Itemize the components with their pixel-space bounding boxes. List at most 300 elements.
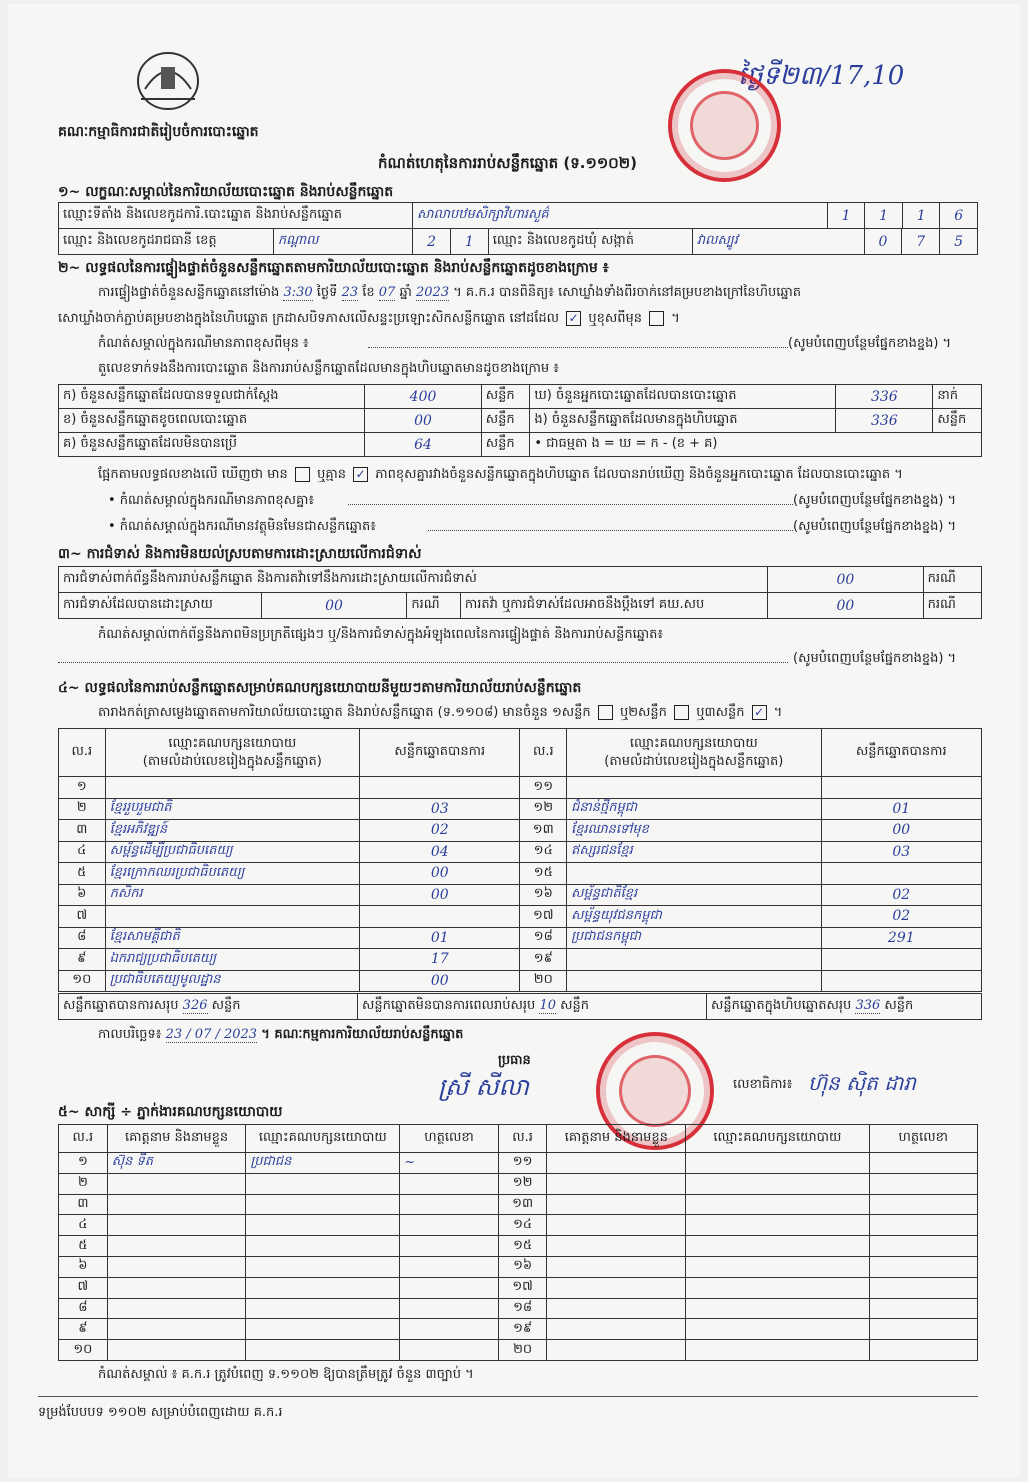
unit: សន្លឹក bbox=[481, 409, 530, 433]
total-valid bbox=[59, 994, 358, 1020]
date-line bbox=[98, 1026, 463, 1045]
row-number: ១២ bbox=[520, 798, 567, 820]
committee-label: ។ គណៈកម្មការការិយាល័យរាប់សន្លឹកឆ្នោត bbox=[261, 1027, 464, 1042]
table-row bbox=[59, 884, 982, 906]
witness-signature bbox=[869, 1153, 977, 1174]
location-digit: 6 bbox=[940, 203, 978, 229]
col-sign: ហត្ថលេខា bbox=[400, 1125, 499, 1153]
gh-value: 336 bbox=[836, 385, 933, 409]
no-discrepancy-label: ឬគ្មាន bbox=[317, 467, 346, 482]
section3-title: ៣~ ការជំទាស់ និងការមិនយល់ស្របតាមការដោះស្រាយលើការជំទាស់ bbox=[58, 546, 422, 562]
row-number: ១៤ bbox=[520, 841, 567, 863]
party-name: ខ្មែរឈានទៅមុខ bbox=[567, 820, 822, 842]
different-label: ឬខុសពីមុន bbox=[588, 311, 642, 326]
witness-party bbox=[246, 1194, 400, 1215]
unit: សន្លឹក bbox=[481, 385, 530, 409]
vote-count: 01 bbox=[821, 798, 981, 820]
party-name: ខ្មែររួបរួមជាតិ bbox=[105, 798, 360, 820]
witness-signature bbox=[400, 1194, 499, 1215]
row-number: ២ bbox=[59, 798, 106, 820]
witness-party bbox=[686, 1153, 869, 1174]
vote-count: 03 bbox=[360, 798, 520, 820]
location-label: ឈ្មោះទីតាំង និងលេខកូដការិ.បោះឆ្នោត និងរាប់សន្លឹកឆ្នោត bbox=[59, 203, 413, 229]
discrepancy-line bbox=[98, 466, 978, 485]
row-number: ៩ bbox=[59, 1319, 108, 1340]
table-row bbox=[59, 906, 982, 928]
witness-party bbox=[246, 1236, 400, 1257]
row-number: ២០ bbox=[520, 970, 567, 992]
discrepancy-text: ផ្អែកតាមលទ្ធផលខាងលើ ឃើញថា មាន bbox=[98, 467, 288, 482]
witness-name bbox=[107, 1215, 246, 1236]
irregularity-note: កំណត់សម្គាល់ពាក់ព័ន្ធនឹងភាពមិនប្រក្រតីផ្សេងៗ ឬ/និងការជំទាស់ក្នុងអំឡុងពេលនៃការផ្ទៀងផ្ទាត់ និងការរាប់សន្លឹកឆ្នោត៖ bbox=[98, 627, 664, 642]
row-number: ៣ bbox=[59, 1194, 108, 1215]
witness-signature bbox=[869, 1173, 977, 1194]
row-number: ៨ bbox=[59, 927, 106, 949]
party-name: ខ្មែរអភិវឌ្ឍន៍ bbox=[105, 820, 360, 842]
witness-name bbox=[547, 1298, 686, 1319]
total-invalid-value: 10 bbox=[539, 998, 556, 1013]
total-invalid bbox=[358, 994, 707, 1020]
row-number: ៥ bbox=[59, 1236, 108, 1257]
one-sheet-checkbox[interactable] bbox=[598, 705, 613, 720]
row-number: ១១ bbox=[498, 1153, 547, 1174]
commune-digit: 0 bbox=[864, 229, 902, 255]
row-number: ៧ bbox=[59, 1277, 108, 1298]
vote-count: 291 bbox=[821, 927, 981, 949]
witness-party: ប្រជាជន bbox=[246, 1153, 400, 1174]
chair-label: ប្រធាន bbox=[498, 1053, 531, 1068]
col-party: ឈ្មោះគណបក្សនយោបាយ bbox=[686, 1125, 869, 1153]
seal-text: សោឃ្លាំងចាក់ភ្ជាប់គម្របខាងក្នុងនៃហិបឆ្នោត ក្រដាសបិទភាសលើសន្ទះប្រឡោះសិកសន្លឹកឆ្នោត នៅដដែល bbox=[58, 311, 560, 326]
footer-divider bbox=[38, 1396, 978, 1397]
section1-title: ១~ លក្ខណៈសម្គាល់នៃការិយាល័យបោះឆ្នោត និងរាប់សន្លឹកឆ្នោត bbox=[58, 184, 394, 200]
vote-count bbox=[360, 906, 520, 928]
k-value: 400 bbox=[365, 385, 481, 409]
col-party-sub: (តាមលំដាប់លេខរៀងក្នុងសន្លឹកឆ្នោត) bbox=[142, 753, 322, 769]
row-number: ៥ bbox=[59, 863, 106, 885]
bullet-line bbox=[428, 530, 793, 531]
totals-table bbox=[58, 993, 982, 1020]
location-digit: 1 bbox=[902, 203, 940, 229]
section4-title: ៤~ លទ្ធផលនៃការរាប់សន្លឹកឆ្នោតសម្រាប់គណបក្សនយោបាយនីមួយៗតាមការិយាល័យរាប់សន្លឹកឆ្នោត bbox=[58, 680, 582, 696]
row-number: ៣ bbox=[59, 820, 106, 842]
witness-party bbox=[686, 1298, 869, 1319]
witness-party bbox=[686, 1236, 869, 1257]
row-number: ១៨ bbox=[520, 927, 567, 949]
three-sheet-label: ឬ៣សន្លឹក bbox=[696, 705, 745, 720]
unit: សន្លឹក bbox=[211, 998, 241, 1013]
row-number: ៩ bbox=[59, 949, 106, 971]
commune-value: វាលស្បូវ bbox=[692, 229, 864, 255]
witness-name bbox=[107, 1319, 246, 1340]
table-row bbox=[59, 949, 982, 971]
handwritten-top-note: ថ្ងៃទី២៣/17,10 bbox=[738, 61, 905, 91]
year-label: ឆ្នាំ bbox=[399, 285, 412, 300]
row-number: ១៨ bbox=[498, 1298, 547, 1319]
witness-name bbox=[547, 1256, 686, 1277]
party-name bbox=[567, 777, 822, 799]
witness-signature bbox=[400, 1340, 499, 1361]
official-stamp-top bbox=[668, 69, 781, 182]
kh-label: ខ) ចំនួនសន្លឹកឆ្នោតខូចពេលបោះឆ្នោត bbox=[59, 409, 365, 433]
vote-count bbox=[821, 863, 981, 885]
witness-name bbox=[547, 1194, 686, 1215]
period: ។ bbox=[671, 311, 680, 326]
witness-party bbox=[686, 1194, 869, 1215]
document-page bbox=[8, 4, 1020, 1478]
resolved-label: ការជំទាស់ដែលបានដោះស្រាយ bbox=[59, 593, 262, 619]
province-digit: 1 bbox=[450, 229, 488, 255]
witness-signature bbox=[869, 1194, 977, 1215]
witness-party bbox=[246, 1256, 400, 1277]
row-number: ៧ bbox=[59, 906, 106, 928]
witness-party bbox=[686, 1256, 869, 1277]
witness-name bbox=[107, 1194, 246, 1215]
day-value: 23 bbox=[341, 285, 359, 300]
witness-signature bbox=[869, 1215, 977, 1236]
unit: សន្លឹក bbox=[560, 998, 590, 1013]
row-number: ១៣ bbox=[498, 1194, 547, 1215]
table-row bbox=[59, 970, 982, 992]
party-name: កសិករ bbox=[105, 884, 360, 906]
row-number: ១៦ bbox=[520, 884, 567, 906]
discrepancy-text: ភាពខុសគ្នារវាងចំនួនសន្លឹកឆ្នោតក្នុងហិបឆ្នោត ដែលបានរាប់ឃើញ និងចំនួនអ្នកបោះឆ្នោត ដែលបានបោះឆ្នោត ។ bbox=[375, 467, 903, 482]
ng-value: 336 bbox=[836, 409, 933, 433]
bullet-foreign-object: • កំណត់សម្គាល់ក្នុងករណីមានវត្ថុមិនមែនជាសន្លឹកឆ្នោត៖ bbox=[108, 519, 376, 534]
location-digit: 1 bbox=[865, 203, 903, 229]
table-row bbox=[59, 927, 982, 949]
gh-label: ឃ) ចំនួនអ្នកបោះឆ្នោតដែលបានបោះឆ្នោត bbox=[530, 385, 836, 409]
fill-note: (សូមបំពេញបន្ថែមផ្នែកខាងខ្នង) ។ bbox=[793, 493, 957, 508]
row-number: ៤ bbox=[59, 841, 106, 863]
witness-party bbox=[246, 1277, 400, 1298]
party-name bbox=[105, 777, 360, 799]
vote-count: 00 bbox=[360, 863, 520, 885]
party-name: ឯករាជ្យប្រជាធិបតេយ្យ bbox=[105, 949, 360, 971]
witness-name bbox=[107, 1173, 246, 1194]
witness-name bbox=[107, 1340, 246, 1361]
row-number: ១៥ bbox=[498, 1236, 547, 1257]
date-label: កាលបរិច្ឆេទ៖ bbox=[98, 1027, 162, 1042]
committee-name: គណៈកម្មាធិការជាតិរៀបចំការបោះឆ្នោត bbox=[58, 124, 259, 140]
total-box bbox=[707, 994, 982, 1020]
party-name: ប្រជាធិបតេយ្យមូលដ្ឋាន bbox=[105, 970, 360, 992]
vote-count bbox=[821, 777, 981, 799]
period: ។ bbox=[773, 705, 783, 720]
results-table bbox=[58, 728, 982, 992]
month-value: 07 bbox=[378, 285, 396, 300]
row-number: ៦ bbox=[59, 884, 106, 906]
row-number: ៤ bbox=[59, 1215, 108, 1236]
witness-signature bbox=[400, 1277, 499, 1298]
ko-value: 64 bbox=[365, 433, 481, 457]
witness-name bbox=[547, 1153, 686, 1174]
party-name: សម្ព័ន្ធយុវជនកម្ពុជា bbox=[567, 906, 822, 928]
unit: សន្លឹក bbox=[933, 409, 982, 433]
witness-party bbox=[246, 1173, 400, 1194]
witness-name bbox=[107, 1256, 246, 1277]
row-number: ១២ bbox=[498, 1173, 547, 1194]
col-votes: សន្លឹកឆ្នោតបានការ bbox=[360, 729, 520, 777]
table-row bbox=[59, 1256, 978, 1277]
col-id: គោត្តនាម និងនាមខ្លួន bbox=[107, 1125, 246, 1153]
province-value: កណ្ដាល bbox=[273, 229, 412, 255]
difference-note-label: កំណត់សម្គាល់ក្នុងករណីមានភាពខុសពីមុន ៖ bbox=[98, 336, 309, 351]
two-sheet-checkbox[interactable] bbox=[674, 705, 689, 720]
witness-name: ស៊ុន ទីត bbox=[107, 1153, 246, 1174]
figures-intro: តួលេខទាក់ទងនឹងការបោះឆ្នោត និងការរាប់សន្លឹកឆ្នោតដែលមានក្នុងហិបឆ្នោតមានដូចខាងក្រោម ៖ bbox=[98, 361, 559, 376]
witness-signature bbox=[869, 1256, 977, 1277]
kh-value: 00 bbox=[365, 409, 481, 433]
objection-value: 00 bbox=[768, 567, 923, 593]
section2-title: ២~ លទ្ធផលនៃការផ្ទៀងផ្ទាត់ចំនួនសន្លឹកឆ្នោតតាមការិយាល័យបោះឆ្នោត និងរាប់សន្លឹកឆ្នោតដូចខាងក្រោម ៖ bbox=[58, 260, 609, 276]
witness-party bbox=[686, 1277, 869, 1298]
table-row bbox=[59, 1298, 978, 1319]
witness-name bbox=[107, 1236, 246, 1257]
vote-count: 02 bbox=[821, 906, 981, 928]
row-number: ២០ bbox=[498, 1340, 547, 1361]
witness-footnote: កំណត់សម្គាល់ ៖ គ.ក.រ ត្រូវបំពេញ ទ.១១០២ ឱ្យបានត្រឹមត្រូវ ចំនួន ៣ច្បាប់ ។ bbox=[98, 1367, 474, 1382]
witness-signature bbox=[400, 1319, 499, 1340]
seal-status-line bbox=[58, 310, 978, 329]
different-checkbox[interactable] bbox=[649, 311, 664, 326]
vote-count: 01 bbox=[360, 927, 520, 949]
row-number: ១៤ bbox=[498, 1215, 547, 1236]
total-valid-value: 326 bbox=[182, 998, 208, 1013]
table-row bbox=[59, 841, 982, 863]
commune-digit: 7 bbox=[902, 229, 940, 255]
col-party-sub: (តាមលំដាប់លេខរៀងក្នុងសន្លឹកឆ្នោត) bbox=[604, 753, 784, 769]
commune-label: ឈ្មោះ និងលេខកូដឃុំ សង្កាត់ bbox=[488, 229, 692, 255]
col-sign: ហត្ថលេខា bbox=[869, 1125, 977, 1153]
witness-signature bbox=[869, 1298, 977, 1319]
nec-emblem-icon bbox=[133, 49, 203, 114]
table-row bbox=[59, 1340, 978, 1361]
province-label: ឈ្មោះ និងលេខកូដរាជធានី ខេត្ត bbox=[59, 229, 274, 255]
vote-count: 00 bbox=[360, 970, 520, 992]
party-name bbox=[567, 863, 822, 885]
secretary-signature: ហ៊ុន ស៊ិត ដារា bbox=[808, 1071, 916, 1095]
witness-signature bbox=[869, 1236, 977, 1257]
witness-name bbox=[107, 1277, 246, 1298]
row-number: ៦ bbox=[59, 1256, 108, 1277]
col-votes: សន្លឹកឆ្នោតបានការ bbox=[821, 729, 981, 777]
witness-party bbox=[686, 1173, 869, 1194]
verification-text: ការផ្ទៀងផ្ទាត់ចំនួនសន្លឹកឆ្នោតនៅម៉ោង bbox=[98, 285, 280, 300]
col-no: ល.រ bbox=[59, 1125, 108, 1153]
witness-party bbox=[686, 1340, 869, 1361]
commune-digit: 5 bbox=[940, 229, 978, 255]
vote-count: 00 bbox=[360, 884, 520, 906]
party-name bbox=[567, 970, 822, 992]
unit: សន្លឹក bbox=[884, 998, 914, 1013]
witness-name bbox=[107, 1298, 246, 1319]
unit: នាក់ bbox=[933, 385, 982, 409]
row-number: ១៦ bbox=[498, 1256, 547, 1277]
time-value: 3:30 bbox=[283, 285, 313, 300]
table-row bbox=[59, 798, 982, 820]
table-row bbox=[59, 1319, 978, 1340]
table-row bbox=[59, 777, 982, 799]
col-party bbox=[567, 729, 822, 777]
party-name: សម្ព័ន្ធជាតិខ្មែរ bbox=[567, 884, 822, 906]
witness-party bbox=[246, 1319, 400, 1340]
col-no: ល.រ bbox=[498, 1125, 547, 1153]
fill-note: (សូមបំពេញបន្ថែមផ្នែកខាងខ្នង) ។ bbox=[788, 336, 952, 351]
table-row bbox=[59, 1215, 978, 1236]
vote-count: 04 bbox=[360, 841, 520, 863]
province-digit: 2 bbox=[413, 229, 451, 255]
location-table bbox=[58, 202, 978, 229]
table-row bbox=[59, 1194, 978, 1215]
month-label: ខែ bbox=[362, 285, 375, 300]
secretary-label: លេខាធិការ៖ bbox=[733, 1077, 793, 1092]
row-number: ១ bbox=[59, 777, 106, 799]
table-row bbox=[59, 1173, 978, 1194]
case-unit: ករណី bbox=[407, 593, 461, 619]
fill-note: (សូមបំពេញបន្ថែមផ្នែកខាងខ្នង) ។ bbox=[793, 519, 957, 534]
witness-signature bbox=[400, 1173, 499, 1194]
three-sheet-checkbox[interactable]: ✓ bbox=[752, 705, 767, 720]
has-discrepancy-checkbox[interactable] bbox=[295, 467, 310, 482]
total-invalid-label: សន្លឹកឆ្នោតមិនបានការពេលរាប់សរុប bbox=[362, 998, 536, 1013]
witness-signature bbox=[869, 1277, 977, 1298]
witness-name bbox=[547, 1319, 686, 1340]
witness-name bbox=[547, 1277, 686, 1298]
party-name bbox=[567, 949, 822, 971]
vote-count: 03 bbox=[821, 841, 981, 863]
case-unit: ករណី bbox=[923, 593, 981, 619]
vote-count bbox=[821, 949, 981, 971]
witness-name bbox=[547, 1340, 686, 1361]
witness-signature bbox=[400, 1256, 499, 1277]
table-row bbox=[59, 1236, 978, 1257]
witness-signature bbox=[400, 1236, 499, 1257]
location-digit: 1 bbox=[827, 203, 865, 229]
case-unit: ករណី bbox=[923, 567, 981, 593]
row-number: ១៧ bbox=[520, 906, 567, 928]
witness-table bbox=[58, 1124, 978, 1361]
year-value: 2023 bbox=[416, 285, 450, 300]
witness-signature bbox=[400, 1215, 499, 1236]
witness-signature bbox=[869, 1340, 977, 1361]
party-name: ប្រជាជនកម្ពុជា bbox=[567, 927, 822, 949]
row-number: ៨ bbox=[59, 1298, 108, 1319]
tally-sheet-line bbox=[98, 704, 782, 723]
difference-note-line bbox=[368, 347, 788, 348]
row-number: ១ bbox=[59, 1153, 108, 1174]
row-number: ១៣ bbox=[520, 820, 567, 842]
table-row bbox=[59, 863, 982, 885]
two-sheet-label: ឬ២សន្លឹក bbox=[619, 705, 667, 720]
witness-signature bbox=[869, 1319, 977, 1340]
witness-signature bbox=[400, 1298, 499, 1319]
party-name: ខ្មែរក្រោកឈរប្រជាធិបតេយ្យ bbox=[105, 863, 360, 885]
fill-note: (សូមបំពេញបន្ថែមផ្នែកខាងខ្នង) ។ bbox=[793, 651, 957, 666]
party-name: សម្ព័ន្ធដើម្បីប្រជាធិបតេយ្យ bbox=[105, 841, 360, 863]
chair-signature: ស្រី សីលា bbox=[438, 1073, 529, 1101]
vote-count bbox=[821, 970, 981, 992]
objection-label: ការជំទាស់ពាក់ព័ន្ធនឹងការរាប់សន្លឹកឆ្នោត និងការតវ៉ាទៅនឹងការដោះស្រាយលើការជំទាស់ bbox=[59, 567, 768, 593]
row-number: ១៧ bbox=[498, 1277, 547, 1298]
row-number: ១៩ bbox=[498, 1319, 547, 1340]
form-footer: ទម្រង់បែបបទ ១១០២ សម្រាប់បំពេញដោយ គ.ក.រ bbox=[38, 1405, 283, 1420]
date-value: 23 / 07 / 2023 bbox=[165, 1027, 258, 1042]
tally-text: តារាងកត់ត្រាសម្លេងឆ្នោតតាមការិយាល័យបោះឆ្នោត និងរាប់សន្លឹកឆ្នោត (ទ.១១០៨) មានចំនួន ១សន្លឹក bbox=[98, 705, 591, 720]
ng-label: ង) ចំនួនសន្លឹកឆ្នោតដែលមានក្នុងហិបឆ្នោត bbox=[530, 409, 836, 433]
appeal-value: 00 bbox=[768, 593, 923, 619]
row-number: ២ bbox=[59, 1173, 108, 1194]
table-row bbox=[59, 820, 982, 842]
row-number: ១៩ bbox=[520, 949, 567, 971]
no-discrepancy-checkbox[interactable]: ✓ bbox=[353, 467, 368, 482]
party-name: ជំនាន់ថ្មីកម្ពុជា bbox=[567, 798, 822, 820]
col-party-title: ឈ្មោះគណបក្សនយោបាយ bbox=[168, 735, 297, 751]
col-party: ឈ្មោះគណបក្សនយោបាយ bbox=[246, 1125, 400, 1153]
row-number: ១០ bbox=[59, 970, 106, 992]
table-row bbox=[59, 1153, 978, 1174]
objection-table bbox=[58, 566, 982, 619]
resolved-value: 00 bbox=[261, 593, 407, 619]
row-number: ១៥ bbox=[520, 863, 567, 885]
bullet-line bbox=[348, 504, 793, 505]
row-number: ១០ bbox=[59, 1340, 108, 1361]
col-party bbox=[105, 729, 360, 777]
verification-text: ។ គ.ក.រ បានពិនិត្យ៖ សោឃ្លាំងទាំងពីរចាក់នៅគម្របខាងក្រៅនៃហិបឆ្នោត bbox=[453, 285, 801, 300]
same-checkbox[interactable]: ✓ bbox=[566, 311, 581, 326]
location-value: សាលាបឋមសិក្សាវិហារសួគ៌ bbox=[413, 203, 828, 229]
witness-party bbox=[246, 1340, 400, 1361]
row-number: ១១ bbox=[520, 777, 567, 799]
witness-name bbox=[547, 1173, 686, 1194]
total-valid-label: សន្លឹកឆ្នោតបានការសរុប bbox=[63, 998, 179, 1013]
day-label: ថ្ងៃទី bbox=[316, 285, 338, 300]
party-name bbox=[105, 906, 360, 928]
total-box-label: សន្លឹកឆ្នោតក្នុងហិបឆ្នោតសរុប bbox=[711, 998, 852, 1013]
witness-name bbox=[547, 1215, 686, 1236]
witness-party bbox=[246, 1298, 400, 1319]
col-party-title: ឈ្មោះគណបក្សនយោបាយ bbox=[629, 735, 758, 751]
witness-party bbox=[246, 1215, 400, 1236]
irregularity-line bbox=[58, 662, 788, 663]
formula: • ជាធម្មតា ង = ឃ = ក - (ខ + គ) bbox=[530, 433, 982, 457]
k-label: ក) ចំនួនសន្លឹកឆ្នោតដែលបានទទួលជាក់ស្ដែង bbox=[59, 385, 365, 409]
witness-name bbox=[547, 1236, 686, 1257]
witness-signature: ~ bbox=[400, 1153, 499, 1174]
vote-count bbox=[360, 777, 520, 799]
province-table bbox=[58, 228, 978, 255]
bullet-discrepancy: • កំណត់សម្គាល់ក្នុងករណីមានភាពខុសគ្នា៖ bbox=[108, 493, 315, 508]
ko-label: គ) ចំនួនសន្លឹកឆ្នោតដែលមិនបានប្រើ bbox=[59, 433, 365, 457]
col-id: គោត្តនាម និងនាមខ្លួន bbox=[547, 1125, 686, 1153]
form-title: កំណត់ហេតុនៃការរាប់សន្លឹកឆ្នោត (ទ.១១០២) bbox=[378, 154, 638, 172]
appeal-label: ការតវ៉ា ឬការជំទាស់ដែលអាចនឹងប្ដឹងទៅ គឃ.សប bbox=[460, 593, 767, 619]
party-name: ឥស្សរជនខ្មែរ bbox=[567, 841, 822, 863]
verification-line bbox=[98, 284, 978, 303]
table-row bbox=[59, 1277, 978, 1298]
party-name: ខ្មែរសាមគ្គីជាតិ bbox=[105, 927, 360, 949]
vote-count: 02 bbox=[821, 884, 981, 906]
witness-party bbox=[686, 1215, 869, 1236]
col-no: ល.រ bbox=[59, 729, 106, 777]
vote-count: 02 bbox=[360, 820, 520, 842]
total-box-value: 336 bbox=[855, 998, 881, 1013]
section5-title: ៥~ សាក្សី ÷ ភ្នាក់ងារគណបក្សនយោបាយ bbox=[58, 1104, 283, 1120]
unit: សន្លឹក bbox=[481, 433, 530, 457]
vote-count: 17 bbox=[360, 949, 520, 971]
vote-count: 00 bbox=[821, 820, 981, 842]
witness-party bbox=[686, 1319, 869, 1340]
